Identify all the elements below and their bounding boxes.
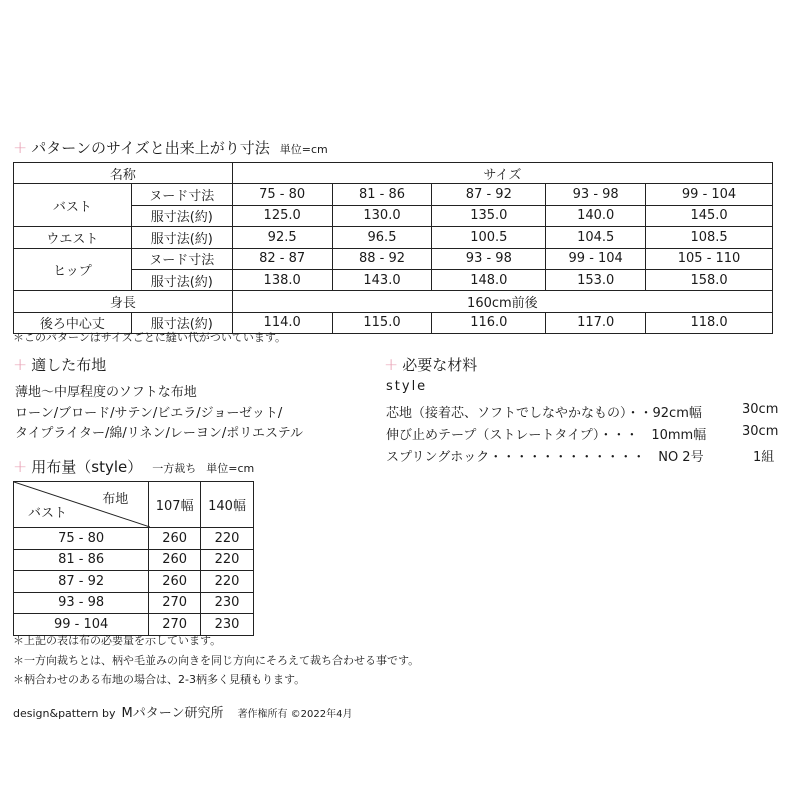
row-label-height: 身長 [14, 291, 233, 312]
row-label-hip: ヒップ [14, 248, 132, 291]
material-amount: 30cm [742, 424, 779, 439]
seam-allowance-note: ＊このパターンはサイズごとに縫い代がついています。 [13, 331, 287, 344]
material-name: 伸び止めテープ（ストレートタイプ）・・・ 10mm幅 [386, 428, 707, 443]
brand-name: Mパターン研究所 [121, 706, 224, 721]
table-row [14, 549, 254, 571]
copyright: 著作権所有 ©2022年4月 [237, 709, 353, 720]
material-name: 芯地（接着芯、ソフトでしなやかなもの）・・92cm幅 [386, 406, 702, 421]
cell: 118.0 [646, 312, 773, 333]
cell: 260 [149, 528, 201, 550]
usage-section-heading [13, 456, 254, 477]
cell: 87 - 92 [432, 184, 546, 205]
cell: 135.0 [432, 205, 546, 226]
cell-bust: 93 - 98 [14, 592, 149, 614]
col-header-107: 107幅 [149, 482, 201, 528]
cell: 125.0 [232, 205, 332, 226]
row-sublabel: 服寸法(約) [131, 312, 232, 333]
row-sublabel: 服寸法(約) [131, 269, 232, 290]
plus-icon: + [13, 138, 28, 158]
usage-section-unit: 単位=cm [206, 462, 255, 475]
size-table [13, 162, 773, 334]
size-section-unit: 単位=cm [279, 143, 328, 156]
cell-bust: 99 - 104 [14, 614, 149, 636]
row-label-bust: バスト [14, 184, 132, 227]
table-row [14, 163, 773, 184]
header-name: 名称 [14, 163, 233, 184]
cell: 270 [149, 614, 201, 636]
cell: 117.0 [546, 312, 646, 333]
cell: 100.5 [432, 227, 546, 248]
cell: 75 - 80 [232, 184, 332, 205]
materials-section-heading [384, 354, 477, 375]
footer-credit [13, 702, 352, 721]
cell: 270 [149, 592, 201, 614]
cell-bust: 75 - 80 [14, 528, 149, 550]
row-sublabel: 服寸法(約) [131, 205, 232, 226]
cell: 82 - 87 [232, 248, 332, 269]
cell: 105 - 110 [646, 248, 773, 269]
cell-height: 160cm前後 [232, 291, 772, 312]
table-row [14, 528, 254, 550]
material-amount: 30cm [742, 402, 779, 417]
cell: 140.0 [546, 205, 646, 226]
row-sublabel: 服寸法(約) [131, 227, 232, 248]
row-sublabel: ヌード寸法 [131, 184, 232, 205]
fabric-line: ローン/ブロード/サテン/ビエラ/ジョーゼット/ [15, 406, 283, 421]
plus-icon: + [13, 355, 28, 375]
material-amount: 1組 [753, 450, 775, 465]
cell: 148.0 [432, 269, 546, 290]
row-sublabel: ヌード寸法 [131, 248, 232, 269]
table-row [14, 482, 254, 528]
cell: 81 - 86 [332, 184, 432, 205]
corner-top-label: 布地 [102, 492, 129, 507]
cell: 260 [149, 571, 201, 593]
cell: 99 - 104 [546, 248, 646, 269]
note-line: ＊一方向裁ちとは、柄や毛並みの向きを同じ方向にそろえて裁ち合わせる事です。 [13, 654, 420, 667]
cell: 115.0 [332, 312, 432, 333]
cell: 260 [149, 549, 201, 571]
fabric-line: タイプライター/綿/リネン/レーヨン/ポリエステル [15, 426, 304, 441]
cell: 230 [201, 614, 254, 636]
plus-icon: + [384, 355, 399, 375]
fabric-line: 薄地〜中厚程度のソフトな布地 [15, 385, 197, 400]
cell: 93 - 98 [432, 248, 546, 269]
fabric-section-heading [13, 354, 106, 375]
corner-cell [14, 482, 149, 528]
cell: 116.0 [432, 312, 546, 333]
cell: 220 [201, 528, 254, 550]
materials-style-label: style [386, 379, 428, 394]
table-row [14, 571, 254, 593]
cell: 96.5 [332, 227, 432, 248]
table-row [14, 592, 254, 614]
material-name: スプリングホック・・・・・・・・・・・・ NO 2号 [386, 450, 704, 465]
cell: 158.0 [646, 269, 773, 290]
cell: 230 [201, 592, 254, 614]
cell: 220 [201, 571, 254, 593]
cell: 93 - 98 [546, 184, 646, 205]
cell: 130.0 [332, 205, 432, 226]
usage-section-sub: 一方裁ち [152, 462, 197, 475]
row-label-waist: ウエスト [14, 227, 132, 248]
cell: 153.0 [546, 269, 646, 290]
header-size: サイズ [232, 163, 772, 184]
cell: 92.5 [232, 227, 332, 248]
cell: 138.0 [232, 269, 332, 290]
cell: 88 - 92 [332, 248, 432, 269]
credit-prefix: design&pattern by [13, 707, 116, 720]
col-header-140: 140幅 [201, 482, 254, 528]
usage-section-title: 用布量（style） [31, 458, 143, 476]
table-row [14, 227, 773, 248]
cell: 99 - 104 [646, 184, 773, 205]
table-row [14, 248, 773, 269]
cell: 108.5 [646, 227, 773, 248]
table-row [14, 184, 773, 205]
cell: 220 [201, 549, 254, 571]
corner-bottom-label: バスト [28, 506, 68, 521]
fabric-usage-table [13, 481, 254, 636]
cell: 143.0 [332, 269, 432, 290]
cell: 114.0 [232, 312, 332, 333]
note-line: ＊上記の表は布の必要量を示しています。 [13, 634, 222, 647]
fabric-section-title: 適した布地 [31, 356, 107, 374]
cell-bust: 81 - 86 [14, 549, 149, 571]
size-section-title: パターンのサイズと出来上がり寸法 [31, 139, 270, 157]
row-label-back-length: 後ろ中心丈 [14, 312, 132, 333]
size-section-heading [13, 137, 328, 158]
materials-section-title: 必要な材料 [402, 356, 478, 374]
cell: 145.0 [646, 205, 773, 226]
note-line: ＊柄合わせのある布地の場合は、2-3柄多く見積もります。 [13, 673, 306, 686]
cell-bust: 87 - 92 [14, 571, 149, 593]
table-row [14, 291, 773, 312]
cell: 104.5 [546, 227, 646, 248]
plus-icon: + [13, 457, 28, 477]
